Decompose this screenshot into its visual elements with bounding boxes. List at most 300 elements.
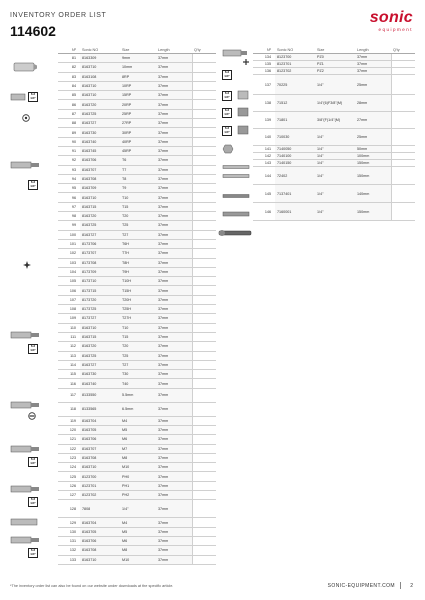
sonic-code: 8163730 bbox=[80, 128, 120, 137]
sonic-code: 7137401 bbox=[275, 185, 315, 203]
size-value: M10 bbox=[120, 463, 156, 472]
quantity-field[interactable] bbox=[192, 193, 216, 202]
length-value: 37mm bbox=[156, 137, 192, 146]
page-number: 2 bbox=[410, 583, 413, 589]
size-value: 6.5mm bbox=[120, 402, 156, 416]
table-row bbox=[58, 81, 216, 90]
item-number: 103 bbox=[58, 258, 80, 267]
size-value: M5 bbox=[120, 425, 156, 434]
size-value: T6 bbox=[120, 156, 156, 165]
item-number: 120 bbox=[58, 425, 80, 434]
size-value: M8 bbox=[120, 453, 156, 462]
length-value: 37mm bbox=[156, 184, 192, 193]
table-row bbox=[58, 137, 216, 146]
sonic-code: 8163708 bbox=[80, 174, 120, 183]
length-value: 37mm bbox=[156, 230, 192, 239]
length-value: 37mm bbox=[156, 267, 192, 276]
length-value: 37mm bbox=[156, 491, 192, 500]
table-row bbox=[58, 360, 216, 369]
table-row bbox=[58, 165, 216, 174]
quantity-field[interactable] bbox=[192, 109, 216, 118]
sonic-code: 8163709 bbox=[80, 184, 120, 193]
length-value: 37mm bbox=[156, 555, 192, 564]
drive-badge: 6.3 1/4" bbox=[222, 126, 232, 136]
length-value: 37mm bbox=[156, 277, 192, 286]
item-number: 142 bbox=[253, 153, 275, 160]
sonic-code: 8163725 bbox=[80, 221, 120, 230]
table-row bbox=[58, 425, 216, 434]
table-row bbox=[58, 72, 216, 81]
quantity-field[interactable] bbox=[192, 332, 216, 341]
length-value: 37mm bbox=[156, 370, 192, 379]
table-row bbox=[58, 156, 216, 165]
left-table-body bbox=[58, 54, 216, 565]
size-value: 20RP bbox=[120, 100, 156, 109]
size-value: 15RP bbox=[120, 91, 156, 100]
phillips-bit-icon bbox=[10, 484, 40, 494]
pozidriv-tip-icon bbox=[242, 58, 250, 66]
table-row bbox=[58, 128, 216, 137]
table-row bbox=[58, 435, 216, 444]
quantity-field[interactable] bbox=[192, 435, 216, 444]
sonic-code: 8163704 bbox=[80, 518, 120, 527]
sonic-code: 7160001 bbox=[275, 203, 315, 221]
quantity-field[interactable] bbox=[192, 54, 216, 63]
quantity-field[interactable] bbox=[192, 230, 216, 239]
table-row bbox=[58, 295, 216, 304]
bit-holder-icon bbox=[10, 517, 40, 527]
table-row bbox=[253, 61, 415, 68]
table-row bbox=[58, 500, 216, 518]
table-row bbox=[58, 202, 216, 211]
sonic-code: 710030 bbox=[275, 129, 315, 146]
quantity-field[interactable] bbox=[192, 314, 216, 323]
sonic-code: 8163309 bbox=[80, 54, 120, 63]
drive-badge: 6.3 1/4" bbox=[28, 180, 38, 190]
sonic-code: 8173707 bbox=[80, 249, 120, 258]
quantity-field[interactable] bbox=[192, 81, 216, 90]
item-number: 100 bbox=[58, 230, 80, 239]
table-row bbox=[58, 258, 216, 267]
quantity-field[interactable] bbox=[192, 379, 216, 388]
ribe-bit-icon bbox=[10, 93, 26, 101]
length-value: 37mm bbox=[156, 156, 192, 165]
sonic-code: 8163710 bbox=[80, 323, 120, 332]
quantity-field[interactable] bbox=[192, 267, 216, 276]
length-value: 37mm bbox=[156, 360, 192, 369]
length-value: 37mm bbox=[156, 119, 192, 128]
size-value: M4 bbox=[120, 518, 156, 527]
length-value: 25mm bbox=[355, 129, 391, 146]
quantity-field[interactable] bbox=[192, 402, 216, 416]
length-value: 37mm bbox=[156, 472, 192, 481]
quantity-field[interactable] bbox=[391, 75, 415, 95]
col-no-header: Nº bbox=[253, 47, 275, 54]
sonic-code: 8163727 bbox=[80, 360, 120, 369]
length-value: 37mm bbox=[156, 295, 192, 304]
table-row bbox=[58, 119, 216, 128]
quantity-field[interactable] bbox=[192, 286, 216, 295]
item-number: 138 bbox=[253, 95, 275, 112]
logo-subtitle: equipment bbox=[378, 27, 413, 32]
size-value: 1/4" bbox=[315, 203, 355, 221]
table-row bbox=[253, 153, 415, 160]
quantity-field[interactable] bbox=[192, 370, 216, 379]
quantity-field[interactable] bbox=[192, 463, 216, 472]
size-value: 1/4"(6)F3/8"(M) bbox=[315, 95, 355, 112]
item-number: 117 bbox=[58, 388, 80, 402]
length-value: 37mm bbox=[156, 342, 192, 351]
item-number: 86 bbox=[58, 100, 80, 109]
size-value: T8H bbox=[120, 258, 156, 267]
length-value: 37mm bbox=[156, 481, 192, 490]
quantity-field[interactable] bbox=[192, 137, 216, 146]
drive-badge: 6.3 1/4" bbox=[222, 91, 232, 101]
item-number: 101 bbox=[58, 239, 80, 248]
footnote: *The inventory order list can also be found on our website under downloads at the specific article. bbox=[10, 584, 174, 588]
quantity-field[interactable] bbox=[192, 212, 216, 221]
quantity-field[interactable] bbox=[192, 342, 216, 351]
quantity-field[interactable] bbox=[391, 167, 415, 185]
size-value: M6 bbox=[120, 435, 156, 444]
table-row bbox=[58, 402, 216, 416]
quantity-field[interactable] bbox=[391, 129, 415, 146]
size-value: M7 bbox=[120, 444, 156, 453]
size-value: T6H bbox=[120, 239, 156, 248]
size-value: T27H bbox=[120, 314, 156, 323]
item-number: 84 bbox=[58, 81, 80, 90]
quantity-field[interactable] bbox=[192, 351, 216, 360]
table-row bbox=[58, 370, 216, 379]
length-value: 37mm bbox=[156, 453, 192, 462]
size-value: 10mm bbox=[120, 63, 156, 72]
length-value: 37mm bbox=[156, 536, 192, 545]
torx-tip-icon bbox=[22, 260, 32, 270]
quantity-field[interactable] bbox=[192, 221, 216, 230]
table-row bbox=[58, 388, 216, 402]
size-value: T27 bbox=[120, 360, 156, 369]
length-value: 37mm bbox=[156, 212, 192, 221]
size-value: T27 bbox=[120, 230, 156, 239]
size-value: M5 bbox=[120, 527, 156, 536]
quantity-field[interactable] bbox=[192, 258, 216, 267]
sonic-code: 8163727 bbox=[80, 119, 120, 128]
quantity-field[interactable] bbox=[391, 54, 415, 61]
sonic-code: 8133565 bbox=[80, 402, 120, 416]
item-number: 146 bbox=[253, 203, 275, 221]
size-value: 10RP bbox=[120, 81, 156, 90]
sonic-code: 8123700 bbox=[80, 472, 120, 481]
item-number: 129 bbox=[58, 518, 80, 527]
length-value: 37mm bbox=[156, 81, 192, 90]
quantity-field[interactable] bbox=[192, 323, 216, 332]
size-value: T9H bbox=[120, 267, 156, 276]
quantity-field[interactable] bbox=[192, 277, 216, 286]
table-row bbox=[58, 332, 216, 341]
size-value: T20H bbox=[120, 295, 156, 304]
item-number: 121 bbox=[58, 435, 80, 444]
sonic-code: 7140100 bbox=[275, 153, 315, 160]
size-value: T20 bbox=[120, 212, 156, 221]
size-value: 8RP bbox=[120, 72, 156, 81]
quantity-field[interactable] bbox=[192, 128, 216, 137]
sonic-code: 8163710 bbox=[80, 63, 120, 72]
length-value: 37mm bbox=[156, 146, 192, 155]
drive-badge: 6.3 1/4" bbox=[28, 344, 38, 354]
quantity-field[interactable] bbox=[192, 491, 216, 500]
table-row bbox=[58, 91, 216, 100]
size-value: T20 bbox=[120, 342, 156, 351]
table-row bbox=[253, 185, 415, 203]
item-number: 95 bbox=[58, 184, 80, 193]
quantity-field[interactable] bbox=[192, 249, 216, 258]
table-row bbox=[58, 453, 216, 462]
size-value: T30 bbox=[120, 370, 156, 379]
table-row bbox=[253, 160, 415, 167]
size-value: 30RP bbox=[120, 128, 156, 137]
quantity-field[interactable] bbox=[391, 185, 415, 203]
size-value: PH1 bbox=[120, 481, 156, 490]
quantity-field[interactable] bbox=[192, 91, 216, 100]
quantity-field[interactable] bbox=[391, 95, 415, 112]
table-row bbox=[58, 100, 216, 109]
size-value: T9 bbox=[120, 184, 156, 193]
sonic-code: 8173720 bbox=[80, 295, 120, 304]
sonic-code: 8173725 bbox=[80, 305, 120, 314]
item-number: 115 bbox=[58, 370, 80, 379]
quantity-field[interactable] bbox=[192, 295, 216, 304]
quantity-field[interactable] bbox=[192, 416, 216, 425]
quantity-field[interactable] bbox=[391, 203, 415, 221]
sonic-code: 8163720 bbox=[80, 212, 120, 221]
quantity-field[interactable] bbox=[192, 388, 216, 402]
quantity-field[interactable] bbox=[192, 184, 216, 193]
quantity-field[interactable] bbox=[391, 153, 415, 160]
length-value: 37mm bbox=[156, 221, 192, 230]
length-value: 100mm bbox=[355, 153, 391, 160]
quantity-field[interactable] bbox=[192, 72, 216, 81]
sonic-code: 8173708 bbox=[80, 258, 120, 267]
sonic-code: 8163710 bbox=[80, 555, 120, 564]
size-value: 1/4" bbox=[315, 167, 355, 185]
length-value: 37mm bbox=[156, 239, 192, 248]
length-value: 37mm bbox=[156, 63, 192, 72]
length-value: 37mm bbox=[156, 109, 192, 118]
item-number: 119 bbox=[58, 416, 80, 425]
item-number: 113 bbox=[58, 351, 80, 360]
table-row bbox=[58, 54, 216, 63]
quantity-field[interactable] bbox=[192, 100, 216, 109]
table-row bbox=[58, 239, 216, 248]
quantity-field[interactable] bbox=[391, 68, 415, 75]
quantity-field[interactable] bbox=[192, 518, 216, 527]
length-value: 150mm bbox=[355, 167, 391, 185]
item-number: 134 bbox=[253, 54, 275, 61]
sonic-code: 8123702 bbox=[80, 491, 120, 500]
adapter-icon bbox=[236, 89, 250, 101]
sonic-code: 8163720 bbox=[80, 342, 120, 351]
quantity-field[interactable] bbox=[192, 472, 216, 481]
length-value: 37mm bbox=[156, 402, 192, 416]
quantity-field[interactable] bbox=[192, 165, 216, 174]
quantity-field[interactable] bbox=[192, 146, 216, 155]
sonic-code: 8163708 bbox=[80, 546, 120, 555]
length-value: 37mm bbox=[156, 202, 192, 211]
table-row bbox=[58, 267, 216, 276]
length-value: 37mm bbox=[355, 61, 391, 68]
sonic-code: 8163727 bbox=[80, 230, 120, 239]
sonic-code: 8163710 bbox=[80, 91, 120, 100]
length-value: 37mm bbox=[156, 546, 192, 555]
quantity-field[interactable] bbox=[192, 202, 216, 211]
logo-word: sonic bbox=[369, 9, 413, 26]
footer-divider bbox=[400, 582, 401, 589]
item-number: 112 bbox=[58, 342, 80, 351]
quantity-field[interactable] bbox=[391, 160, 415, 167]
quantity-field[interactable] bbox=[192, 425, 216, 434]
table-row bbox=[253, 167, 415, 185]
item-number: 141 bbox=[253, 146, 275, 153]
size-value: 9mm bbox=[120, 54, 156, 63]
length-value: 25mm bbox=[355, 75, 391, 95]
torx-hole-bit-icon bbox=[10, 330, 40, 340]
quantity-field[interactable] bbox=[192, 481, 216, 490]
drive-badge: 6.3 1/4" bbox=[222, 70, 232, 80]
size-value: 1/4" bbox=[315, 153, 355, 160]
quantity-field[interactable] bbox=[192, 174, 216, 183]
length-value: 37mm bbox=[156, 518, 192, 527]
length-value: 37mm bbox=[156, 463, 192, 472]
quantity-field[interactable] bbox=[192, 555, 216, 564]
size-value: PH0 bbox=[120, 472, 156, 481]
size-value: 1/4" bbox=[315, 160, 355, 167]
quantity-field[interactable] bbox=[192, 305, 216, 314]
length-value: 150mm bbox=[355, 203, 391, 221]
length-value: 37mm bbox=[156, 100, 192, 109]
item-number: 133 bbox=[58, 555, 80, 564]
size-value: T40 bbox=[120, 379, 156, 388]
length-value: 37mm bbox=[156, 165, 192, 174]
size-value: M8 bbox=[120, 546, 156, 555]
size-value: T25 bbox=[120, 221, 156, 230]
sonic-code: 8163730 bbox=[80, 370, 120, 379]
adapter-icon bbox=[236, 124, 250, 136]
drive-badge: 6.3 1/4" bbox=[28, 457, 38, 467]
quantity-field[interactable] bbox=[192, 156, 216, 165]
quantity-field[interactable] bbox=[192, 119, 216, 128]
length-value: 37mm bbox=[156, 193, 192, 202]
size-value: 1/4" bbox=[315, 185, 355, 203]
torx-bit-icon bbox=[10, 160, 40, 170]
table-row bbox=[58, 305, 216, 314]
length-value: 37mm bbox=[156, 379, 192, 388]
size-value: 27RP bbox=[120, 119, 156, 128]
length-value: 37mm bbox=[156, 91, 192, 100]
sonic-code: 8163710 bbox=[80, 193, 120, 202]
quantity-field[interactable] bbox=[192, 444, 216, 453]
drive-badge: 6.3 1/4" bbox=[28, 92, 38, 102]
drive-badge: 6.3 1/4" bbox=[28, 497, 38, 507]
sonic-code: 8163745 bbox=[80, 146, 120, 155]
sonic-code: 8163740 bbox=[80, 379, 120, 388]
sonic-code: 8163706 bbox=[80, 435, 120, 444]
item-number: 96 bbox=[58, 193, 80, 202]
item-number: 85 bbox=[58, 91, 80, 100]
sonic-code: 8163706 bbox=[80, 536, 120, 545]
quantity-field[interactable] bbox=[192, 239, 216, 248]
table-row bbox=[253, 203, 415, 221]
item-number: 94 bbox=[58, 174, 80, 183]
item-number: 122 bbox=[58, 444, 80, 453]
length-value: 37mm bbox=[156, 249, 192, 258]
sonic-code: 8173715 bbox=[80, 286, 120, 295]
sonic-code: 8163710 bbox=[80, 81, 120, 90]
quantity-field[interactable] bbox=[391, 61, 415, 68]
size-value: T8 bbox=[120, 174, 156, 183]
drive-badge: 6.3 1/4" bbox=[28, 548, 38, 558]
size-value: T10 bbox=[120, 193, 156, 202]
item-number: 126 bbox=[58, 481, 80, 490]
sonic-code: 71801 bbox=[275, 112, 315, 129]
quantity-field[interactable] bbox=[391, 112, 415, 129]
size-value: 1/4" bbox=[315, 129, 355, 146]
inventory-header-subtitle: INVENTORY ORDER LIST bbox=[10, 12, 107, 19]
length-value: 37mm bbox=[156, 314, 192, 323]
sonic-code: 8163715 bbox=[80, 332, 120, 341]
spline-bit-icon bbox=[10, 444, 40, 454]
item-number: 118 bbox=[58, 402, 80, 416]
item-number: 124 bbox=[58, 463, 80, 472]
slotted-tip-icon bbox=[28, 412, 36, 420]
length-value: 27mm bbox=[355, 112, 391, 129]
sonic-code: 7140150 bbox=[275, 160, 315, 167]
size-value: 40RP bbox=[120, 137, 156, 146]
table-row bbox=[253, 112, 415, 129]
quantity-field[interactable] bbox=[192, 500, 216, 518]
quantity-field[interactable] bbox=[391, 146, 415, 153]
size-value: 1/4" bbox=[315, 75, 355, 95]
website-link[interactable]: SONIC-EQUIPMENT.COM bbox=[327, 583, 395, 589]
quantity-field[interactable] bbox=[192, 546, 216, 555]
col-size-header: Size bbox=[120, 47, 156, 54]
sonic-code: 72402 bbox=[275, 167, 315, 185]
quantity-field[interactable] bbox=[192, 527, 216, 536]
quantity-field[interactable] bbox=[192, 536, 216, 545]
col-qty-header: Q'ty bbox=[391, 47, 415, 54]
size-value: M4 bbox=[120, 416, 156, 425]
table-row bbox=[58, 323, 216, 332]
sonic-code: 8163707 bbox=[80, 444, 120, 453]
item-number: 116 bbox=[58, 379, 80, 388]
item-number: 128 bbox=[58, 500, 80, 518]
length-value: 37mm bbox=[156, 388, 192, 402]
size-value: T7 bbox=[120, 165, 156, 174]
quantity-field[interactable] bbox=[192, 453, 216, 462]
table-row bbox=[58, 277, 216, 286]
size-value: T25H bbox=[120, 305, 156, 314]
item-number: 105 bbox=[58, 277, 80, 286]
table-row bbox=[58, 184, 216, 193]
length-value: 140mm bbox=[355, 185, 391, 203]
item-number: 92 bbox=[58, 156, 80, 165]
item-number: 98 bbox=[58, 212, 80, 221]
sonic-code: 8173727 bbox=[80, 314, 120, 323]
quantity-field[interactable] bbox=[192, 360, 216, 369]
length-value: 37mm bbox=[156, 351, 192, 360]
table-row bbox=[58, 230, 216, 239]
length-value: 37mm bbox=[156, 72, 192, 81]
quantity-field[interactable] bbox=[192, 63, 216, 72]
